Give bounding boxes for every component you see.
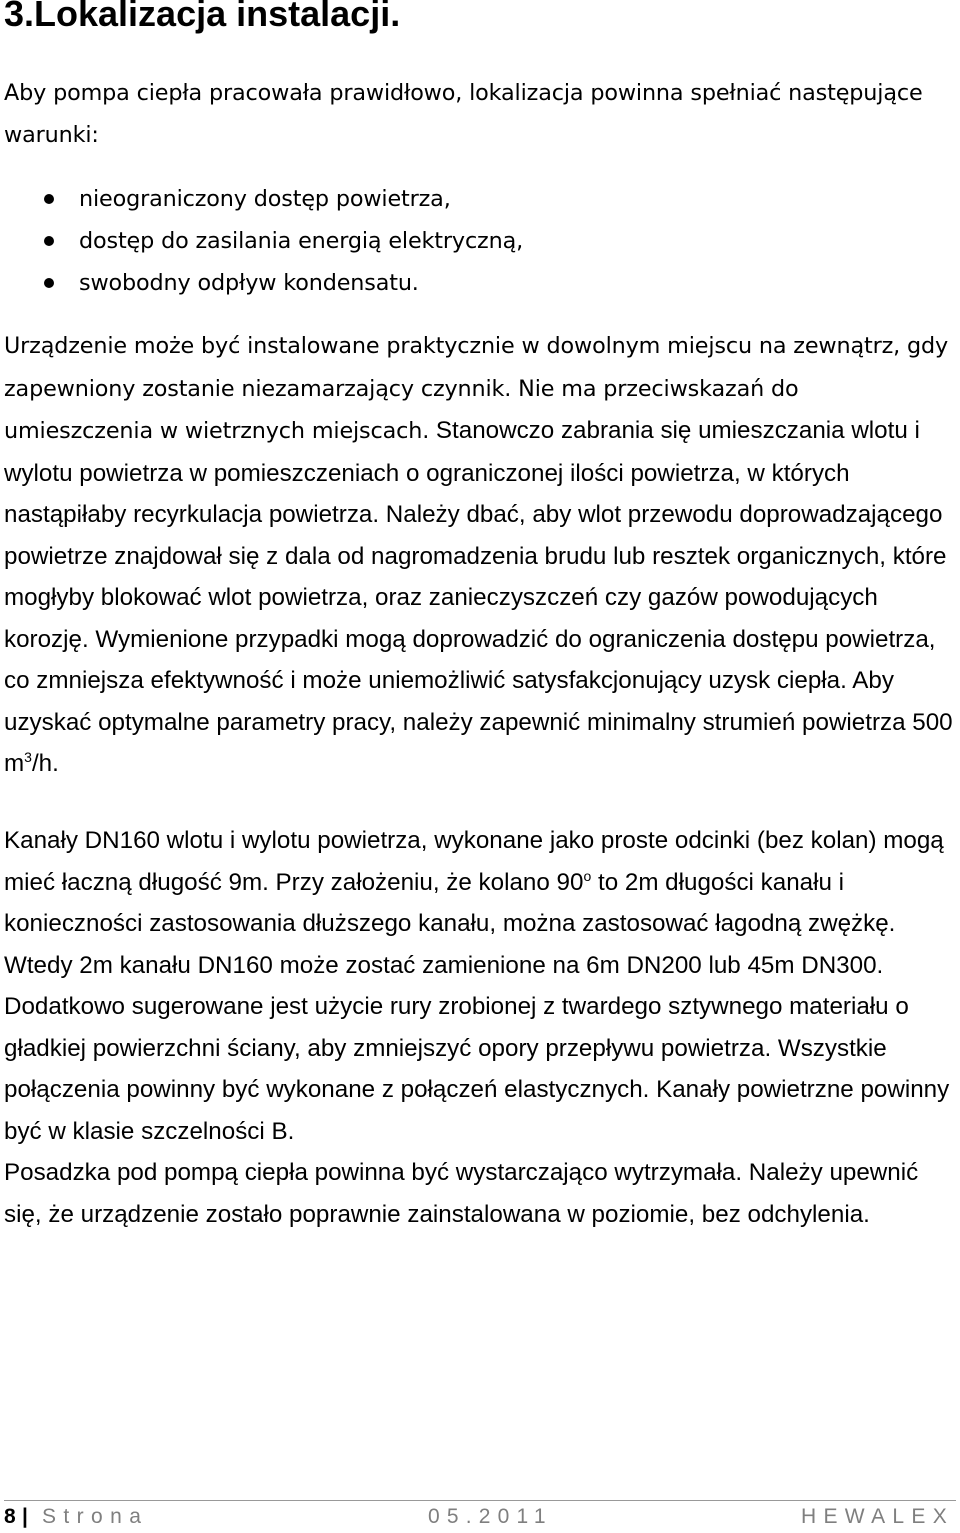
- requirements-list: [0, 178, 940, 304]
- page-number: 8: [4, 1505, 16, 1528]
- degree-superscript: o: [583, 867, 592, 884]
- ducts-section: [4, 820, 954, 1235]
- intro-paragraph: Aby pompa ciepła pracowała prawidłowo, lokalizacja powinna spełniać następujące warunki:: [4, 80, 923, 148]
- footer-date: 05.2011: [428, 1505, 553, 1528]
- footer-brand: HEWALEX: [800, 1505, 954, 1528]
- page-word: Strona: [42, 1505, 149, 1528]
- list-item-text: swobodny odpływ kondensatu.: [79, 270, 419, 296]
- ducts-paragraph-rest: to 2m długości kanału i konieczności zastosowania dłuższego kanału, można zastosować łagodną zwężkę. Wtedy 2m kanału DN160 może zostać zamienione na 6m DN200 lub 45m DN300. Dodatkowo sugerowane jest użycie rury zrobionej z twardego sztywnego materiału o gładkiej powierzchni ściany, aby zmniejszyć opory przepływu powietrza. Wszystkie połączenia powinny być wykonane z połączeń elastycznych. Kanały powietrzne powinny być w klasie szczelności B.: [4, 868, 950, 1145]
- footer-separator: |: [22, 1505, 28, 1528]
- ducts-paragraph: [4, 820, 954, 1152]
- floor-paragraph: Posadzka pod pompą ciepła powinna być wystarczająco wytrzymała. Należy upewnić się, że urządzenie zostało poprawnie zainstalowana w poziomie, bez odchylenia.: [4, 1159, 919, 1228]
- bullet-icon: [44, 194, 54, 204]
- page-footer: [4, 1500, 956, 1533]
- installation-paragraph: [4, 325, 954, 785]
- installation-paragraph-intro: Urządzenie może być instalowane praktycznie w dowolnym miejscu na zewnątrz, gdy zapewniony zostanie niezamarzający czynnik. Nie ma przeciwskazań do umieszczenia w wietrznych miejscach.: [4, 333, 949, 444]
- list-item: [0, 178, 940, 220]
- list-item-text: dostęp do zasilania energią elektryczną,: [79, 228, 524, 254]
- installation-paragraph-body: Stanowczo zabrania się umieszczania wlotu i wylotu powietrza w pomieszczeniach o ograniczonej ilości powietrza, w których nastąpiłaby recyrkulacja powietrza. Należy dbać, aby wlot przewodu doprowadzającego powietrze znajdował się z dala od nagromadzenia brudu lub resztek organicznych, które mogłyby blokować wlot powietrza, oraz zanieczyszczeń czy gazów powodujących korozję. Wymienione przypadki mogą doprowadzić do ograniczenia dostępu powietrza, co zmniejsza efektywność i może uniemożliwić satysfakcjonujący uzysk ciepła. Aby uzyskać optymalne parametry pracy, należy zapewnić minimalny strumień powietrza 500 m: [4, 417, 953, 777]
- cubic-superscript: 3: [24, 748, 32, 765]
- list-item: [0, 262, 940, 304]
- list-item-text: nieograniczony dostęp powietrza,: [79, 186, 451, 212]
- section-heading: 3.Lokalizacja instalacji.: [4, 0, 401, 34]
- list-item: [0, 220, 940, 262]
- installation-paragraph-tail: /h.: [31, 750, 59, 777]
- bullet-icon: [44, 236, 54, 246]
- bullet-icon: [44, 278, 54, 288]
- ducts-paragraph-start: Kanały DN160 wlotu i wylotu powietrza, wykonane jako proste odcinki (bez kolan) mogą mieć łaczną długość 9m. Przy założeniu, że kolano 90: [4, 827, 944, 896]
